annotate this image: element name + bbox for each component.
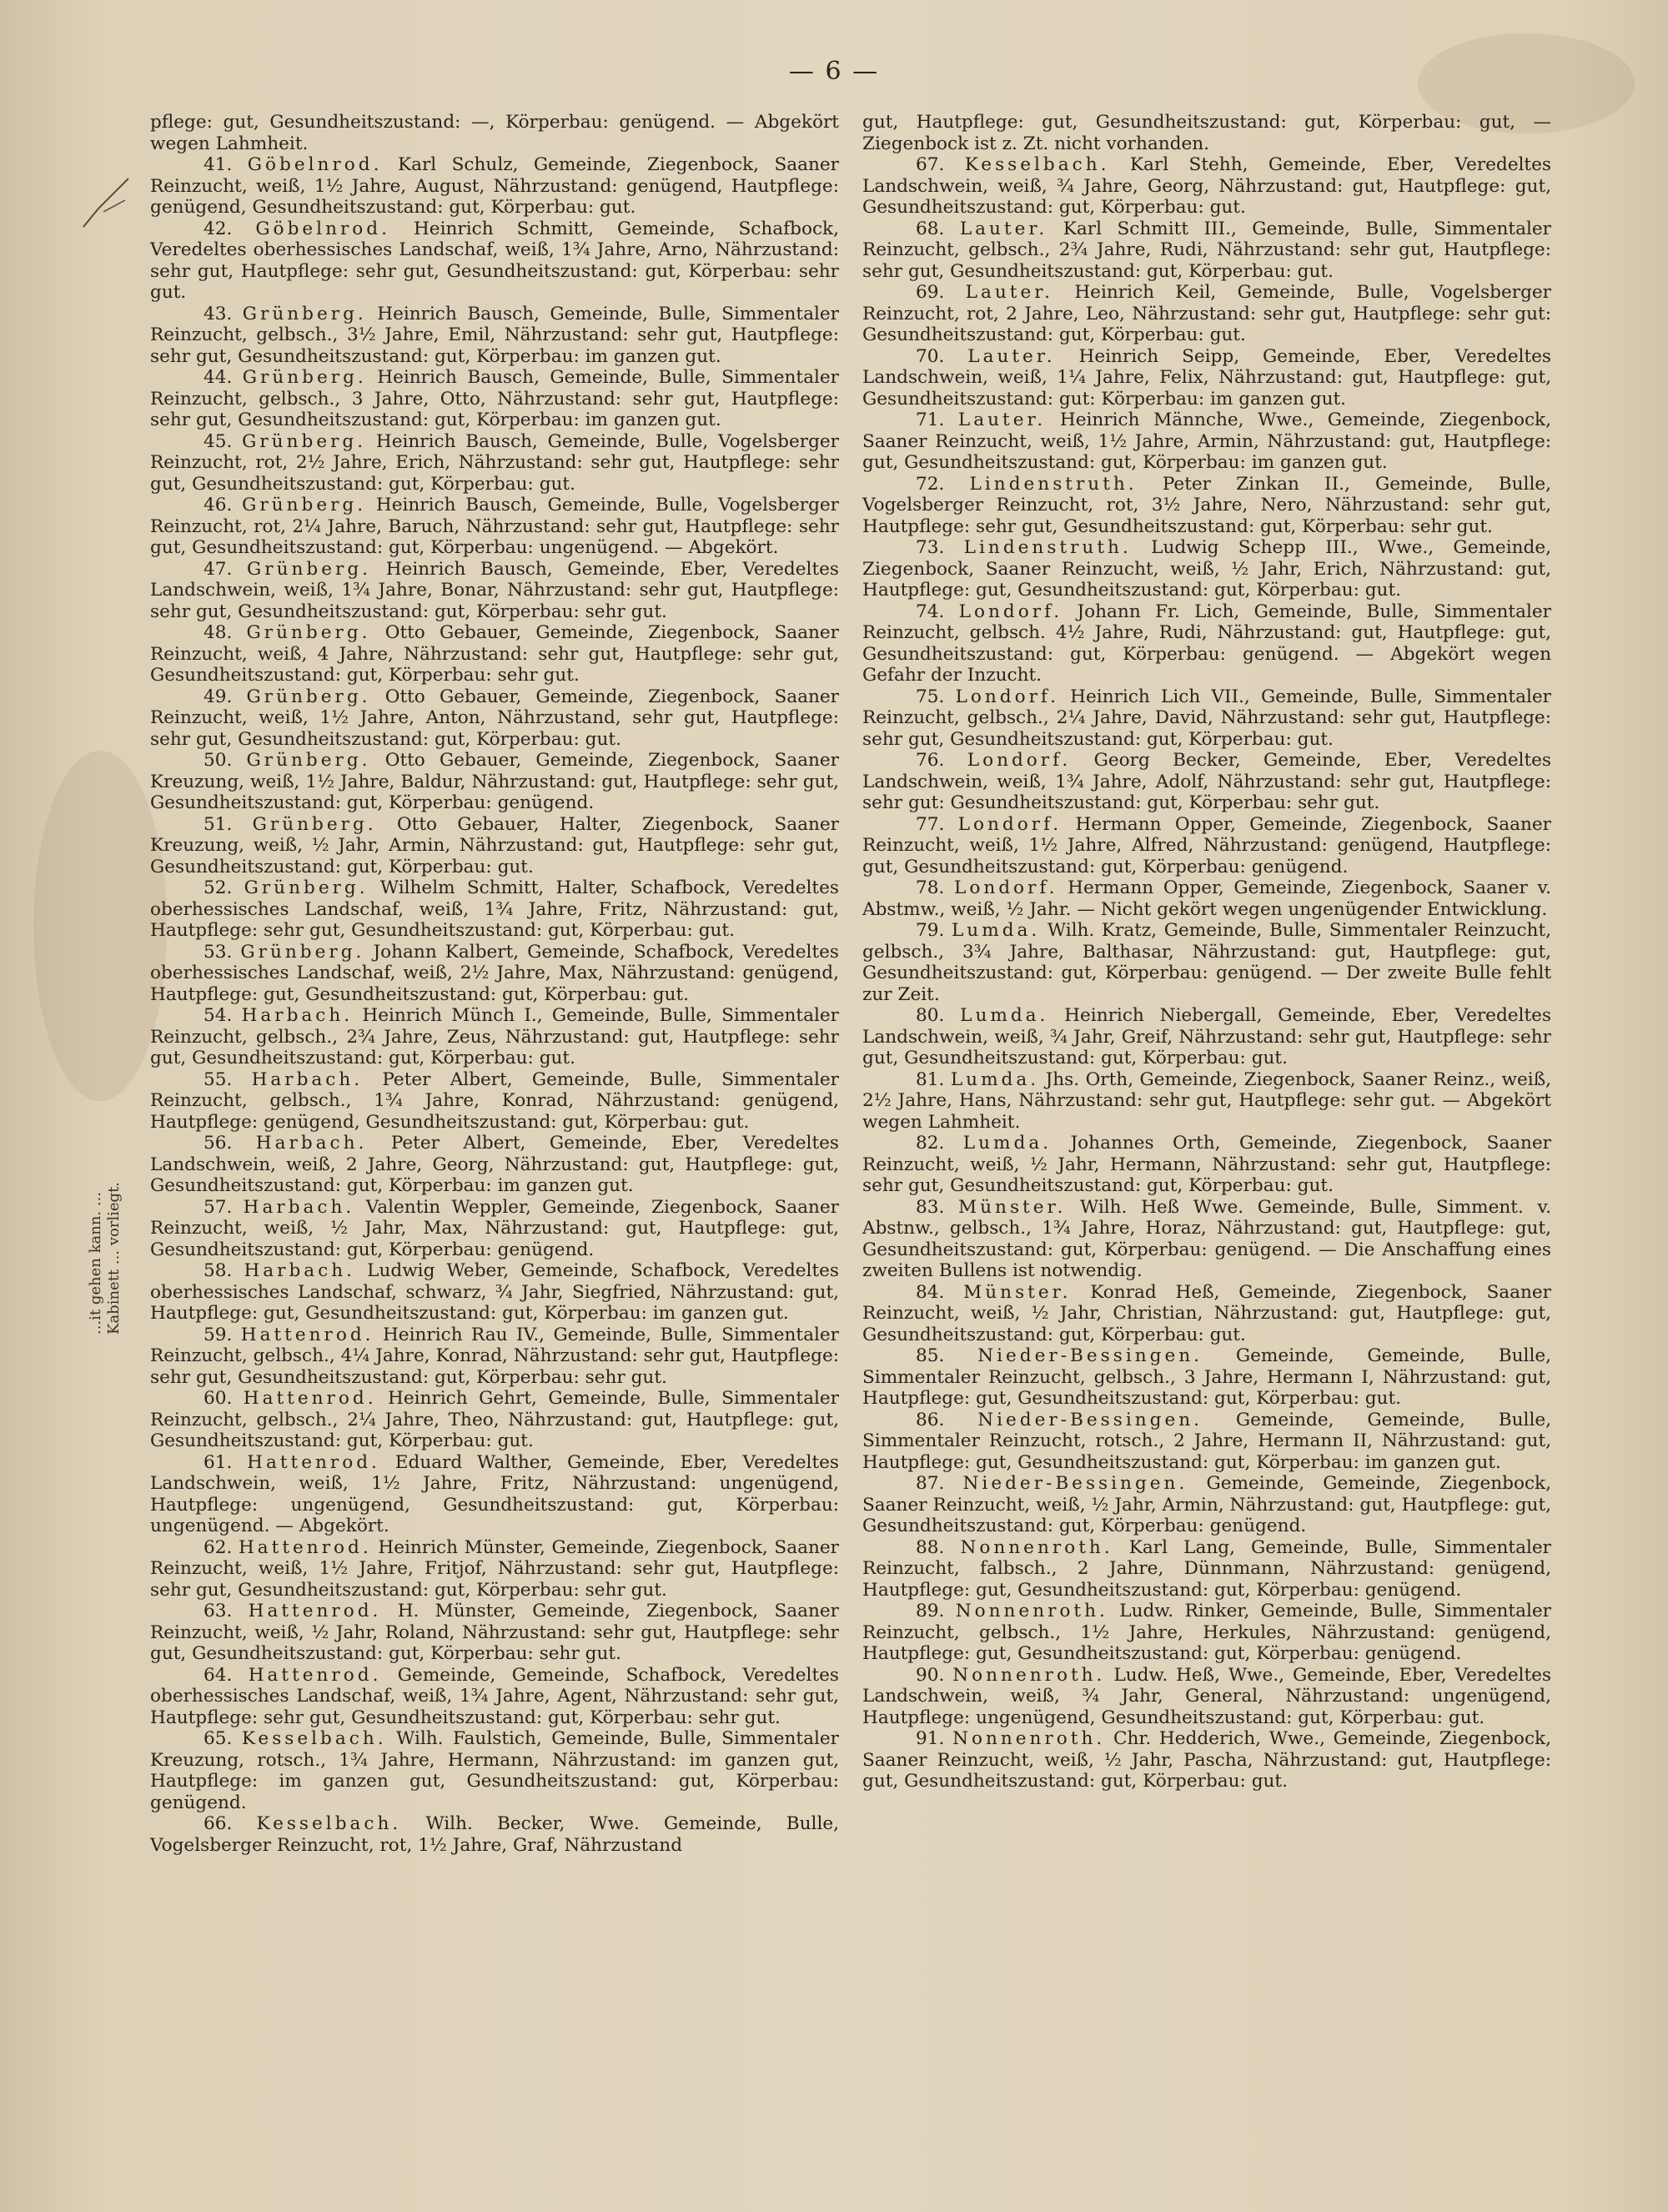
entry-number: 85. [916,1345,945,1366]
entry-number: 45. [203,430,233,452]
entry-text: Heinrich Bausch, Gemeinde, Eber, Veredeltes Landschwein, weiß, 1¾ Jahre, Bonar, Nährzustand: sehr gut, Hautpflege: sehr gut, Gesundheitszustand: gut, Körperbau: sehr gut. [150,558,839,622]
register-entry [150,1452,839,1537]
entry-number: 75. [916,686,945,707]
register-entry [862,1197,1551,1282]
register-entry [862,474,1551,538]
register-entry [150,877,839,942]
entry-number: 90. [916,1664,945,1686]
entry-text: Johann Fr. Lich, Gemeinde, Bulle, Simmentaler Reinzucht, gelbsch. 4½ Jahre, Rudi, Nährzustand: gut, Hautpflege: gut, Gesundheitszustand: gut, Körperbau: genügend. — Abgekört wegen Gefahr der Inzucht. [862,601,1551,686]
entry-number: 80. [916,1005,945,1026]
entry-text: Otto Gebauer, Gemeinde, Ziegenbock, Saaner Kreuzung, weiß, 1½ Jahre, Baldur, Nährzustand: gut, Hautpflege: sehr gut, Gesundheitszustand: gut, Körperbau: genügend. [150,750,839,813]
entry-number: 58. [203,1260,233,1281]
register-entry [862,1282,1551,1346]
entry-place: Kesselbach. [241,1728,387,1749]
paper-stain [33,751,167,1101]
register-entry [150,814,839,878]
register-entry [150,219,839,304]
entry-text: Hermann Opper, Gemeinde, Ziegenbock, Saaner v. Abstmw., weiß, ½ Jahr. — Nicht gekört wegen ungenügender Entwicklung. [862,877,1551,920]
entry-text: Karl Stehh, Gemeinde, Eber, Veredeltes Landschwein, weiß, ¾ Jahre, Georg, Nährzustand: gut, Hautpflege: gut, Gesundheitszustand: gut, Körperbau: gut. [862,154,1551,218]
entry-number: 54. [203,1005,233,1026]
entry-text: Gemeinde, Gemeinde, Schafbock, Veredeltes oberhessisches Landschaf, weiß, 1¾ Jahre, Agent, Nährzustand: sehr gut, Hautpflege: sehr gut, Gesundheitszustand: gut, Körperbau: sehr gut. [150,1664,839,1728]
register-entry [150,1260,839,1325]
entry-place: Nonnenroth. [955,1601,1108,1621]
entry-text: Eduard Walther, Gemeinde, Eber, Veredeltes Landschwein, weiß, 1½ Jahre, Fritz, Nährzustand: ungenügend, Hautpflege: ungenügend, Gesundheitszustand: gut, Körperbau: ungenügend. — Abgekört. [150,1451,839,1536]
entry-place: Grünberg. [242,495,367,515]
entry-place: Lumda. [950,1068,1040,1090]
entry-place: Harbach. [244,1260,356,1281]
entry-number: 86. [916,1409,945,1430]
entry-number: 53. [203,941,233,963]
entry-place: Lumda. [960,1005,1049,1026]
register-entry [150,431,839,495]
register-entry [150,750,839,814]
register-entry [862,219,1551,283]
entry-number: 87. [916,1473,945,1494]
entry-place: Münster. [958,1196,1067,1218]
entry-text: gut, Hautpflege: gut, Gesundheitszustand: gut, Körperbau: gut, — Ziegenbock ist z. Zt. nicht vorhanden. [862,112,1551,154]
entry-number: 81. [916,1068,945,1090]
entry-place: Hattenrod. [248,1601,382,1621]
register-entry [150,1665,839,1729]
entry-place: Lauter. [967,345,1056,367]
entry-number: 68. [916,218,945,239]
entry-number: 47. [203,558,233,580]
entry-text: Gemeinde, Gemeinde, Bulle, Simmentaler Reinzucht, rotsch., 2 Jahre, Hermann II, Nährzustand: gut, Hautpflege: gut, Gesundheitszustand: gut, Körperbau: im ganzen gut. [862,1409,1551,1473]
entry-number: 63. [203,1601,233,1621]
register-entry [862,112,1551,154]
register-entry [150,1537,839,1601]
register-entry [150,367,839,431]
register-entry [862,601,1551,686]
entry-number: 84. [916,1281,945,1303]
entry-number: 67. [916,154,945,175]
entry-number: 72. [916,473,945,495]
register-entry [150,1813,839,1856]
register-entry [862,1537,1551,1601]
entry-text: Heinrich Münster, Gemeinde, Ziegenbock, Saaner Reinzucht, weiß, 1½ Jahre, Fritjof, Nährzustand: sehr gut, Hautpflege: sehr gut, Gesundheitszustand: gut, Körperbau: sehr gut. [150,1536,839,1601]
entry-text: Heinrich Lich VII., Gemeinde, Bulle, Simmentaler Reinzucht, gelbsch., 2¼ Jahre, David, Nährzustand: sehr gut, Hautpflege: sehr gut, Gesundheitszustand: gut, Körperbau: gut. [862,686,1551,750]
entry-place: Nonnenroth. [952,1664,1106,1686]
register-entry [862,346,1551,410]
entry-number: 52. [203,877,233,898]
entry-place: Hattenrod. [247,1451,380,1473]
entry-number: 42. [203,218,233,239]
register-entry [150,495,839,559]
entry-place: Harbach. [251,1068,364,1090]
entry-text: Otto Gebauer, Halter, Ziegenbock, Saaner Kreuzung, weiß, ½ Jahr, Armin, Nährzustand: gut, Hautpflege: sehr gut, Gesundheitszustand: gut, Körperbau: gut. [150,813,839,877]
entry-number: 43. [203,303,233,324]
register-entry [862,410,1551,474]
register-entry [150,1005,839,1069]
entry-number: 66. [203,1813,233,1834]
entry-number: 82. [916,1133,945,1154]
entry-place: Lumda. [951,920,1041,941]
entry-place: Londorf. [955,686,1059,707]
entry-place: Grünberg. [246,686,371,707]
entry-number: 51. [203,813,233,835]
entry-text: Georg Becker, Gemeinde, Eber, Veredeltes Landschwein, weiß, 1¾ Jahre, Adolf, Nährzustand: sehr gut, Hautpflege: sehr gut: Gesundheitszustand: gut, Körperbau: sehr gut. [862,750,1551,813]
entry-place: Kesselbach. [964,154,1110,175]
entry-place: Londorf. [953,877,1058,898]
register-entry [150,559,839,623]
entry-text: Heinrich Bausch, Gemeinde, Bulle, Vogelsberger Reinzucht, rot, 2¼ Jahre, Baruch, Nährzustand: sehr gut, Hautpflege: sehr gut, Gesundheitszustand: gut, Körperbau: ungenügend. — Abgekört. [150,495,839,558]
register-entry [862,1665,1551,1729]
entry-place: Nonnenroth. [952,1728,1106,1749]
entry-text: Ludw. Rinker, Gemeinde, Bulle, Simmentaler Reinzucht, gelbsch., 1½ Jahre, Herkules, Nährzustand: genügend, Hautpflege: gut, Gesundheitszustand: gut, Körperbau: genügend. [862,1601,1551,1664]
entry-number: 76. [916,750,945,771]
entry-place: Kesselbach. [256,1813,402,1834]
entry-place: Grünberg. [242,367,367,388]
register-entry [862,1133,1551,1197]
entry-text: Peter Zinkan II., Gemeinde, Bulle, Vogelsberger Reinzucht, rot, 3½ Jahre, Nero, Nährzustand: sehr gut, Hautpflege: sehr gut, Gesundheitszustand: gut, Körperbau: sehr gut. [862,473,1552,537]
register-entry [862,814,1551,878]
entry-text: Jhs. Orth, Gemeinde, Ziegenbock, Saaner Reinz., weiß, 2½ Jahre, Hans, Nährzustand: sehr gut, Hautpflege: sehr gut. — Abgekört wegen Lahmheit. [862,1068,1552,1133]
entry-text: Heinrich Männche, Wwe., Gemeinde, Ziegenbock, Saaner Reinzucht, weiß, 1½ Jahre, Armin, Nährzustand: gut, Hautpflege: gut, Gesundheitszustand: gut, Körperbau: im ganzen gut. [862,410,1551,473]
entry-place: Londorf. [958,601,1063,622]
register-entry [862,750,1551,814]
entry-text: Peter Albert, Gemeinde, Bulle, Simmentaler Reinzucht, gelbsch., 1¾ Jahre, Konrad, Nährzustand: genügend, Hautpflege: genügend, Gesundheitszustand: gut, Körperbau: gut. [150,1068,839,1133]
register-entry [150,1601,839,1665]
register-entry [862,920,1551,1005]
entry-number: 56. [203,1133,233,1154]
entry-place: Grünberg. [252,813,377,835]
register-entry [862,537,1551,601]
entry-place: Lauter. [959,218,1048,239]
entry-place: Hattenrod. [240,1324,374,1345]
register-entry [862,877,1551,920]
entry-place: Harbach. [241,1005,354,1026]
entry-text: Otto Gebauer, Gemeinde, Ziegenbock, Saaner Reinzucht, weiß, 1½ Jahre, Anton, Nährzustand, sehr gut, Hautpflege: sehr gut, Gesundheitszustand: gut, Körperbau: gut. [150,686,839,750]
register-entry [150,1325,839,1389]
entry-place: Grünberg. [240,941,365,963]
entry-text: Wilh. Becker, Wwe. Gemeinde, Bulle, Vogelsberger Reinzucht, rot, 1½ Jahre, Graf, Nährzustand [150,1813,840,1856]
entry-place: Hattenrod. [238,1536,372,1558]
entry-number: 77. [916,813,945,835]
entry-number: 50. [203,750,233,771]
entry-text: Johannes Orth, Gemeinde, Ziegenbock, Saaner Reinzucht, weiß, ½ Jahr, Hermann, Nährzustand: sehr gut, Hautpflege: sehr gut, Gesundheitszustand: gut, Körperbau: gut. [862,1133,1551,1196]
register-entry [150,1197,839,1261]
register-entry [150,686,839,751]
entry-number: 70. [916,345,945,367]
register-entry [150,942,839,1006]
entry-place: Göbelnrod. [255,218,390,239]
entry-number: 83. [916,1196,945,1218]
entry-text: Gemeinde, Gemeinde, Ziegenbock, Saaner Reinzucht, weiß, ½ Jahr, Armin, Nährzustand: gut, Hautpflege: gut, Gesundheitszustand: gut, Körperbau: genügend. [862,1473,1552,1536]
entry-number: 44. [203,367,233,388]
entry-text: Heinrich Seipp, Gemeinde, Eber, Veredeltes Landschwein, weiß, 1¼ Jahre, Felix, Nährzustand: gut, Hautpflege: gut, Gesundheitszustand: gut: Körperbau: im ganzen gut. [862,345,1551,410]
entry-number: 46. [203,495,233,515]
entry-text: Wilhelm Schmitt, Halter, Schafbock, Veredeltes oberhessisches Landschaf, weiß, 1¾ Jahre, Fritz, Nährzustand: gut, Hautpflege: sehr gut, Gesundheitszustand: gut, Körperbau: gut. [150,877,839,941]
entry-text: H. Münster, Gemeinde, Ziegenbock, Saaner Reinzucht, weiß, ½ Jahr, Roland, Nährzustand: sehr gut, Hautpflege: sehr gut, Gesundheitszustand: gut, Körperbau: sehr gut. [150,1601,839,1664]
margin-note: ...it gehen kann. ... Kabinett ... vorliegt. [87,1181,123,1335]
entry-text: Hermann Opper, Gemeinde, Ziegenbock, Saaner Reinzucht, weiß, 1½ Jahre, Alfred, Nährzustand: genügend, Hautpflege: gut, Gesundheitszustand: gut, Körperbau: genügend. [862,813,1551,877]
entry-text: Karl Schulz, Gemeinde, Ziegenbock, Saaner Reinzucht, weiß, 1½ Jahre, August, Nährzustand: genügend, Hautpflege: genügend, Gesundheitszustand: gut, Körperbau: gut. [150,154,839,218]
entry-number: 57. [203,1196,233,1218]
entry-place: Londorf. [957,813,1063,835]
entry-number: 64. [203,1664,233,1686]
entry-text: Ludw. Heß, Wwe., Gemeinde, Eber, Veredeltes Landschwein, weiß, ¾ Jahr, General, Nährzustand: ungenügend, Hautpflege: ungenügend, Gesundheitszustand: gut, Körperbau: gut. [862,1664,1552,1728]
entry-place: Grünberg. [242,430,367,452]
register-entry [150,1388,839,1452]
entry-text: Peter Albert, Gemeinde, Eber, Veredeltes Landschwein, weiß, 2 Jahre, Georg, Nährzustand: gut, Hautpflege: gut, Gesundheitszustand: gut, Körperbau: im ganzen gut. [150,1133,839,1196]
register-entry [862,1069,1551,1134]
entry-text: Wilh. Kratz, Gemeinde, Bulle, Simmentaler Reinzucht, gelbsch., 3¾ Jahre, Balthasar, Nährzustand: gut, Hautpflege: gut, Gesundheitszustand: gut, Körperbau: genügend. — Der zweite Bulle fehlt zur Zeit. [862,920,1551,1005]
entry-place: Lindenstruth. [969,473,1138,495]
entry-place: Nonnenroth. [960,1536,1113,1558]
entry-text: Heinrich Münch I., Gemeinde, Bulle, Simmentaler Reinzucht, gelbsch., 2¾ Jahre, Zeus, Nährzustand: gut, Hautpflege: sehr gut, Gesundheitszustand: gut, Körperbau: gut. [150,1005,839,1068]
register-entry [150,622,839,686]
register-entry [150,304,839,368]
register-entry [862,1005,1551,1069]
register-entry [862,154,1551,219]
entry-place: Lumda. [962,1133,1053,1154]
entry-place: Nieder-Bessingen. [962,1473,1188,1494]
entry-number: 89. [916,1601,945,1621]
page-number: — 6 — [788,57,880,86]
entry-place: Lindenstruth. [963,537,1132,558]
entry-number: 62. [203,1536,233,1558]
entry-number: 49. [203,686,233,707]
entry-text: Gemeinde, Gemeinde, Bulle, Simmentaler Reinzucht, gelbsch., 3 Jahre, Hermann I, Nährzustand: gut, Hautpflege: gut, Gesundheitszustand: gut, Körperbau: gut. [862,1345,1551,1409]
entry-text: Heinrich Bausch, Gemeinde, Bulle, Vogelsberger Reinzucht, rot, 2½ Jahre, Erich, Nährzustand: sehr gut, Hautpflege: sehr gut, Gesundheitszustand: gut, Körperbau: gut. [150,430,839,495]
entry-text: Chr. Hedderich, Wwe., Gemeinde, Ziegenbock, Saaner Reinzucht, weiß, ½ Jahr, Pascha, Nährzustand: gut, Hautpflege: gut, Gesundheitszustand: gut, Körperbau: gut. [862,1728,1551,1792]
register-entry [862,1473,1551,1537]
entry-number: 78. [916,877,945,898]
entry-text: Johann Kalbert, Gemeinde, Schafbock, Veredeltes oberhessisches Landschaf, weiß, 2½ Jahre, Max, Nährzustand: genügend, Hautpflege: gut, Gesundheitszustand: gut, Körperbau: gut. [150,941,839,1005]
register-entry [862,686,1551,751]
entry-place: Lauter. [965,282,1054,303]
entry-number: 41. [203,154,233,175]
entry-text: Heinrich Schmitt, Gemeinde, Schafbock, Veredeltes oberhessisches Landschaf, weiß, 1¾ Jahre, Arno, Nährzustand: sehr gut, Hautpflege: sehr gut, Gesundheitszustand: gut, Körperbau: sehr gut. [150,218,839,303]
entry-text: Wilh. Faulstich, Gemeinde, Bulle, Simmentaler Kreuzung, rotsch., 1¾ Jahre, Hermann, Nährzustand: im ganzen gut, Hautpflege: im ganzen gut, Gesundheitszustand: gut, Körperbau: genügend. [150,1728,839,1813]
register-entry [150,1133,839,1197]
entry-place: Grünberg. [246,622,371,643]
entry-place: Grünberg. [242,303,367,324]
entry-text: Karl Lang, Gemeinde, Bulle, Simmentaler Reinzucht, falbsch., 2 Jahre, Dünnmann, Nährzustand: genügend, Hautpflege: gut, Gesundheitszustand: gut, Körperbau: genügend. [862,1536,1551,1601]
entry-place: Harbach. [255,1133,368,1154]
entry-number: 69. [916,282,945,303]
entry-place: Nieder-Bessingen. [977,1409,1203,1430]
entry-text: Ludwig Schepp III., Wwe., Gemeinde, Ziegenbock, Saaner Reinzucht, weiß, ½ Jahr, Erich, Nährzustand: gut, Hautpflege: gut, Gesundheitszustand: gut, Körperbau: gut. [862,537,1551,601]
entry-text: Otto Gebauer, Gemeinde, Ziegenbock, Saaner Reinzucht, weiß, 4 Jahre, Nährzustand: sehr gut, Hautpflege: sehr gut, Gesundheitszustand: gut, Körperbau: sehr gut. [150,622,839,686]
entry-text: Valentin Weppler, Gemeinde, Ziegenbock, Saaner Reinzucht, weiß, ½ Jahr, Max, Nährzustand: gut, Hautpflege: gut, Gesundheitszustand: gut, Körperbau: genügend. [150,1196,839,1260]
entry-text: Ludwig Weber, Gemeinde, Schafbock, Veredeltes oberhessisches Landschaf, schwarz, ¾ Jahr, Siegfried, Nährzustand: gut, Hautpflege: gut, Gesundheitszustand: gut, Körperbau: im ganzen gut. [150,1260,839,1324]
entry-place: Hattenrod. [243,1388,377,1409]
entry-number: 55. [203,1068,233,1090]
pencil-mark-icon [80,175,130,234]
register-entry [150,154,839,219]
entry-place: Grünberg. [244,877,369,898]
entry-place: Hattenrod. [248,1664,382,1686]
entry-place: Harbach. [243,1196,355,1218]
entry-text: Heinrich Bausch, Gemeinde, Bulle, Simmentaler Reinzucht, gelbsch., 3 Jahre, Otto, Nährzustand: sehr gut, Hautpflege: sehr gut, Gesundheitszustand: gut, Körperbau: im ganzen gut. [150,367,839,430]
entry-place: Lauter. [957,410,1047,430]
entry-place: Münster. [963,1281,1072,1303]
left-column [150,112,839,1856]
register-entry [150,1728,839,1813]
entry-place: Grünberg. [246,750,371,771]
entry-text: Heinrich Bausch, Gemeinde, Bulle, Simmentaler Reinzucht, gelbsch., 3½ Jahre, Emil, Nährzustand: sehr gut, Hautpflege: sehr gut, Gesundheitszustand: gut, Körperbau: im ganzen gut. [150,303,839,367]
entry-place: Londorf. [967,750,1072,771]
register-entry [862,1728,1551,1792]
entry-number: 88. [916,1536,945,1558]
register-entry [150,112,839,154]
entry-text: Wilh. Heß Wwe. Gemeinde, Bulle, Simment. v. Abstnw., gelbsch., 1¾ Jahre, Horaz, Nährzustand: gut, Hautpflege: gut, Gesundheitszustand: gut, Körperbau: genügend. — Die Anschaffung eines zweiten Bullens ist notwendig. [862,1196,1551,1281]
entry-number: 79. [916,920,945,941]
register-entry [862,282,1551,346]
entry-number: 60. [203,1388,233,1409]
entry-number: 73. [916,537,945,558]
entry-text: Heinrich Keil, Gemeinde, Bulle, Vogelsberger Reinzucht, rot, 2 Jahre, Leo, Nährzustand: sehr gut, Hautpflege: sehr gut: Gesundheitszustand: gut, Körperbau: gut. [862,282,1551,345]
register-entry [862,1601,1551,1665]
entry-text: Konrad Heß, Gemeinde, Ziegenbock, Saaner Reinzucht, weiß, ½ Jahr, Christian, Nährzustand: gut, Hautpflege: gut, Gesundheitszustand: gut, Körperbau: gut. [862,1281,1552,1345]
entry-number: 61. [203,1451,233,1473]
entry-text: Karl Schmitt III., Gemeinde, Bulle, Simmentaler Reinzucht, gelbsch., 2¾ Jahre, Rudi, Nährzustand: sehr gut, Hautpflege: sehr gut, Gesundheitszustand: gut, Körperbau: gut. [862,218,1551,282]
entry-number: 74. [916,601,945,622]
entry-text: Heinrich Rau IV., Gemeinde, Bulle, Simmentaler Reinzucht, gelbsch., 4¼ Jahre, Konrad, Nährzustand: sehr gut, Hautpflege: sehr gut, Gesundheitszustand: gut, Körperbau: sehr gut. [150,1324,839,1388]
entry-number: 59. [203,1324,233,1345]
register-entry [862,1345,1551,1410]
entry-place: Göbelnrod. [247,154,383,175]
right-column [862,112,1551,1792]
entry-place: Grünberg. [247,558,372,580]
entry-text: pflege: gut, Gesundheitszustand: —, Körperbau: genügend. — Abgekört wegen Lahmheit. [150,112,839,154]
entry-number: 91. [916,1728,945,1749]
entry-number: 65. [203,1728,233,1749]
entry-number: 71. [916,410,945,430]
register-entry [862,1410,1551,1474]
register-entry [150,1069,839,1134]
entry-number: 48. [203,622,233,643]
entry-place: Nieder-Bessingen. [977,1345,1203,1366]
entry-text: Heinrich Gehrt, Gemeinde, Bulle, Simmentaler Reinzucht, gelbsch., 2¼ Jahre, Theo, Nährzustand: gut, Hautpflege: gut, Gesundheitszustand: gut, Körperbau: gut. [150,1388,839,1451]
entry-text: Heinrich Niebergall, Gemeinde, Eber, Veredeltes Landschwein, weiß, ¾ Jahr, Greif, Nährzustand: sehr gut, Hautpflege: sehr gut, Gesundheitszustand: gut, Körperbau: gut. [862,1005,1551,1068]
